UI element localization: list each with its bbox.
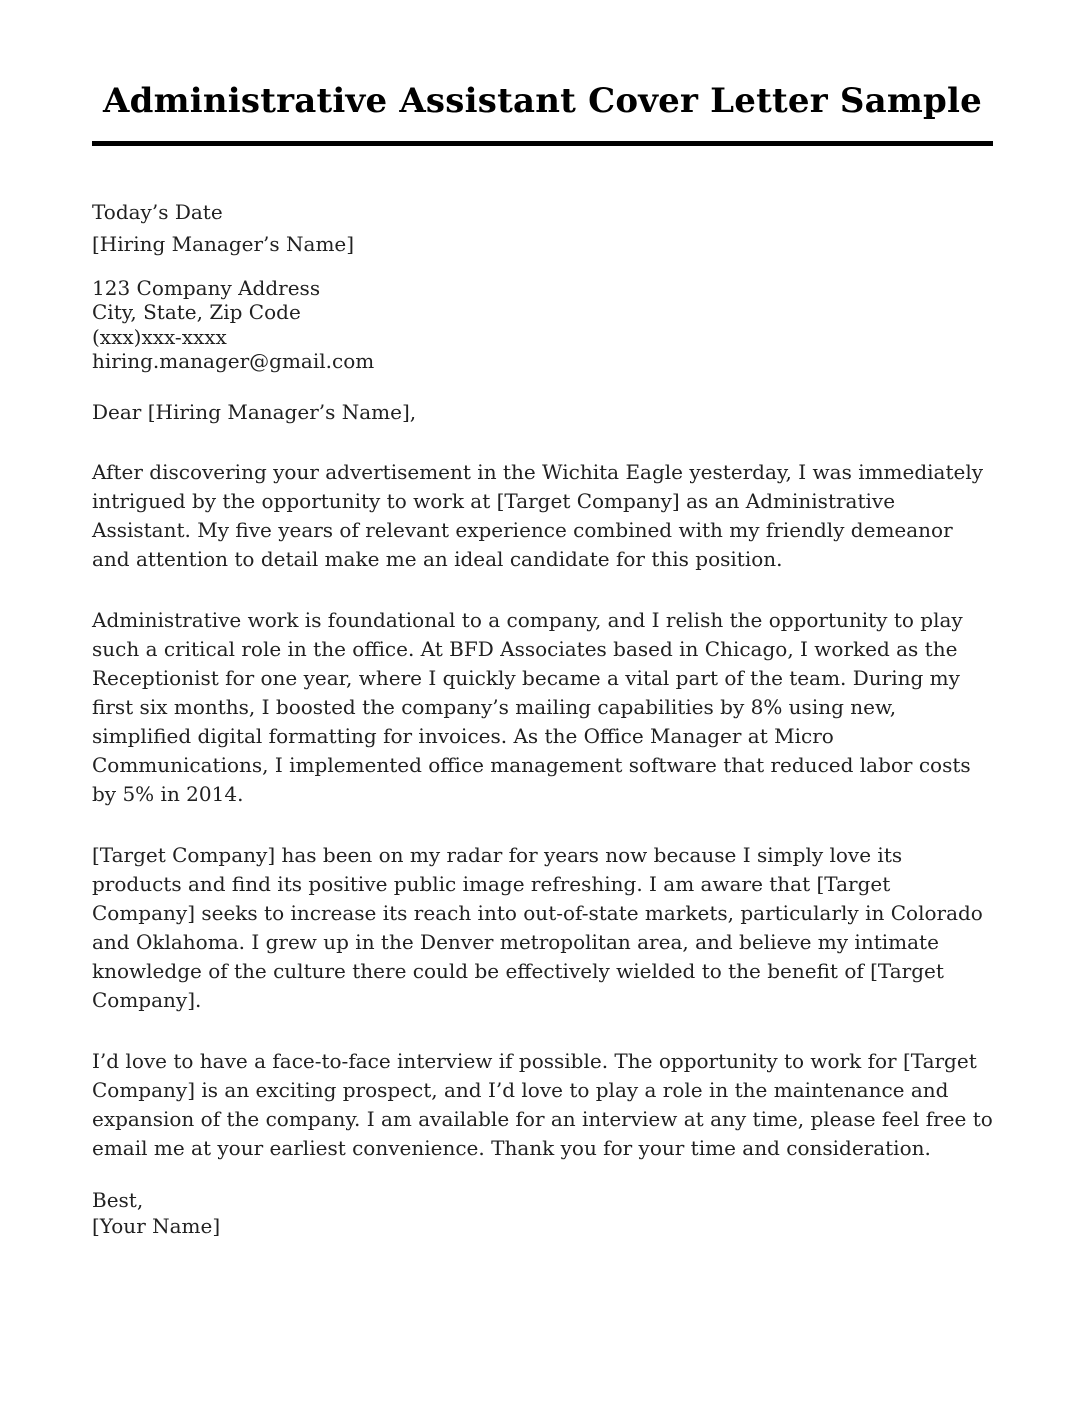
address-line-city: City, State, Zip Code [92, 300, 301, 324]
closing-block [92, 1187, 993, 1239]
letter-body [92, 196, 993, 1239]
recipient-name-line: [Hiring Manager’s Name] [92, 231, 355, 256]
title-divider [92, 141, 993, 146]
letter-paragraph-call-to-action: I’d love to have a face-to-face interview if possible. The opportunity to work for [Target Company] is an exciting prospect, and I’d love to play a role in the maintenance and expansion of the company. I am available for an interview at any time, please feel free to email me at your earliest convenience. Thank you for your time and consideration. [92, 1048, 993, 1160]
signature-line: [Your Name] [92, 1213, 221, 1238]
address-line-phone: (xxx)xxx-xxxx [92, 324, 227, 349]
letter-paragraph-experience: Administrative work is foundational to a company, and I relish the opportunity to play such a critical role in the office. At BFD Associates based in Chicago, I worked as the Receptionist for one year, where I quickly became a vital part of the team. During my first six months, I boosted the company’s mailing capabilities by 8% using new, simplified digital formatting for invoices. As the Office Manager at Micro Communications, I implemented office management software that reduced labor costs by 5% in 2014. [92, 607, 971, 806]
salutation: Dear [Hiring Manager’s Name], [92, 399, 417, 424]
letter-paragraph-company-fit: [Target Company] has been on my radar for years now because I simply love its products and find its positive public image refreshing. I am aware that [Target Company] seeks to increase its reach into out-of-state markets, particularly in Colorado and Oklahoma. I grew up in the Denver metropolitan area, and believe my intimate knowledge of the culture there could be effectively wielded to the benefit of [Target Company]. [92, 842, 983, 1012]
address-block [92, 276, 993, 374]
date-line: Today’s Date [92, 199, 223, 224]
address-line-street: 123 Company Address [92, 275, 321, 300]
letter-paragraph-intro: After discovering your advertisement in the Wichita Eagle yesterday, I was immediately intrigued by the opportunity to work at [Target Company] as an Administrative Assistant. My five years of relevant experience combined with my friendly demeanor and attention to detail make me an ideal candidate for this position. [92, 459, 984, 571]
page-title: Administrative Assistant Cover Letter Sample [103, 81, 982, 121]
address-line-email: hiring.manager@gmail.com [92, 349, 375, 373]
closing-line: Best, [92, 1187, 144, 1212]
letter-header-block [92, 196, 993, 260]
